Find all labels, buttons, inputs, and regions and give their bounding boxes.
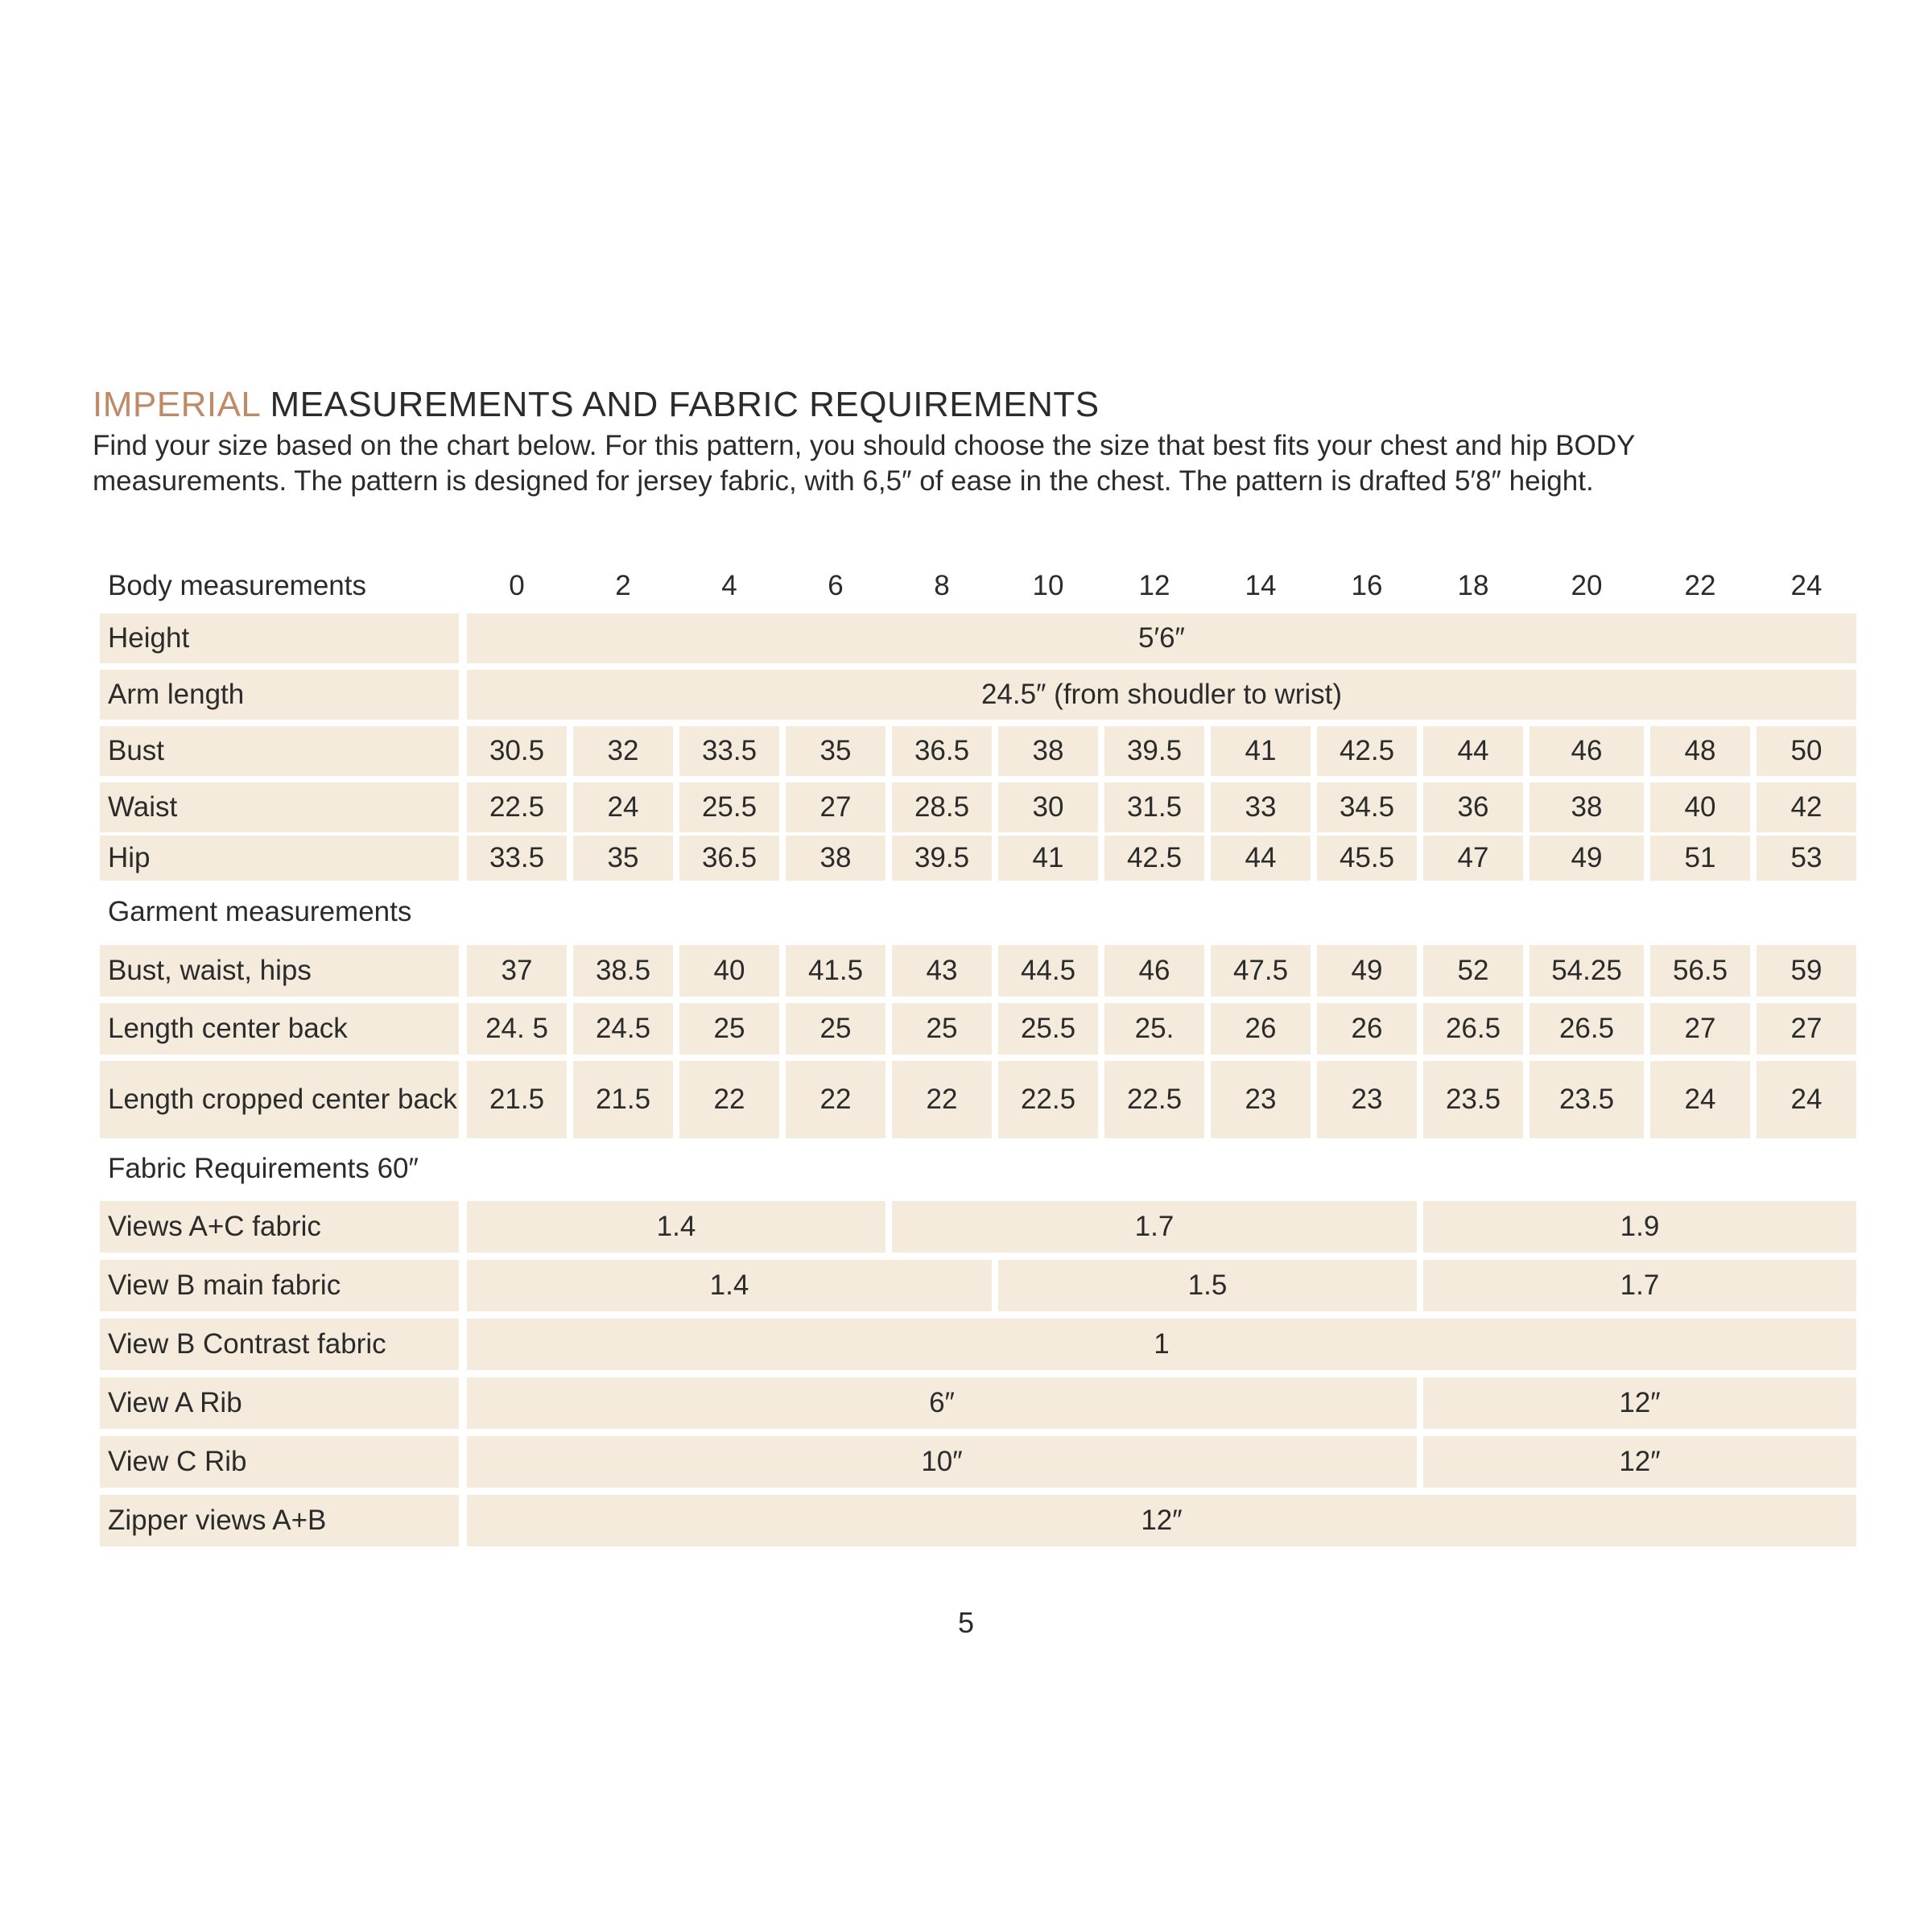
garment-value-cell: 52 bbox=[1423, 945, 1523, 997]
body-value-cell: 35 bbox=[573, 836, 673, 881]
garment-value-cell: 26 bbox=[1317, 1003, 1417, 1055]
intro-text bbox=[93, 428, 1864, 499]
arm-length-value: 24.5″ (from shoudler to wrist) bbox=[467, 670, 1856, 720]
size-header-24: 24 bbox=[1790, 569, 1823, 601]
size-header-4: 4 bbox=[721, 569, 737, 601]
body-value-cell: 36.5 bbox=[892, 726, 992, 776]
size-header-6: 6 bbox=[828, 569, 844, 601]
body-value-cell: 39.5 bbox=[1104, 726, 1204, 776]
garment-value-cell: 27 bbox=[1757, 1003, 1856, 1055]
body-value-cell: 44 bbox=[1423, 726, 1523, 776]
body-value-cell: 42.5 bbox=[1317, 726, 1417, 776]
body-value-cell: 36.5 bbox=[679, 836, 779, 881]
body-value-cell: 34.5 bbox=[1317, 782, 1417, 832]
garment-value-cell: 59 bbox=[1757, 945, 1856, 997]
row-label-fabric: View C Rib bbox=[100, 1436, 459, 1488]
body-value-cell: 33 bbox=[1211, 782, 1311, 832]
row-label-fabric: View B Contrast fabric bbox=[100, 1319, 459, 1370]
row-label-fabric: Zipper views A+B bbox=[100, 1495, 459, 1546]
page-number: 5 bbox=[957, 1606, 975, 1639]
body-value-cell: 36 bbox=[1423, 782, 1523, 832]
row-label-fabric: Views A+C fabric bbox=[100, 1201, 459, 1253]
body-value-cell: 33.5 bbox=[679, 726, 779, 776]
body-value-cell: 24 bbox=[573, 782, 673, 832]
fabric-value-span: 10″ bbox=[467, 1436, 1417, 1488]
body-value-cell: 42.5 bbox=[1104, 836, 1204, 881]
garment-value-cell: 44.5 bbox=[998, 945, 1098, 997]
fabric-value-span: 1.9 bbox=[1423, 1201, 1856, 1253]
body-value-cell: 31.5 bbox=[1104, 782, 1204, 832]
fabric-value-span: 1.4 bbox=[467, 1260, 992, 1311]
garment-value-cell: 22.5 bbox=[1104, 1061, 1204, 1138]
size-header-2: 2 bbox=[615, 569, 631, 601]
size-header-0: 0 bbox=[509, 569, 525, 601]
intro-line-2: measurements. The pattern is designed for jersey fabric, with 6,5″ of ease in the chest. The pattern is drafted 5′8″ height. bbox=[93, 465, 1594, 497]
garment-measurements-heading: Garment measurements bbox=[108, 895, 412, 927]
intro-line-1: Find your size based on the chart below. For this pattern, you should choose the size that best fits your chest and hip BODY bbox=[93, 430, 1636, 461]
garment-value-cell: 54.25 bbox=[1530, 945, 1644, 997]
garment-value-cell: 21.5 bbox=[573, 1061, 673, 1138]
size-header-14: 14 bbox=[1245, 569, 1277, 601]
garment-value-cell: 37 bbox=[467, 945, 567, 997]
garment-value-cell: 23 bbox=[1317, 1061, 1417, 1138]
body-value-cell: 35 bbox=[786, 726, 886, 776]
row-label-bust: Bust bbox=[100, 726, 459, 776]
garment-value-cell: 49 bbox=[1317, 945, 1417, 997]
garment-value-cell: 38.5 bbox=[573, 945, 673, 997]
size-header-12: 12 bbox=[1138, 569, 1170, 601]
garment-value-cell: 22 bbox=[679, 1061, 779, 1138]
body-value-cell: 51 bbox=[1650, 836, 1750, 881]
garment-value-cell: 25. bbox=[1104, 1003, 1204, 1055]
garment-value-cell: 22.5 bbox=[998, 1061, 1098, 1138]
fabric-value-span: 1 bbox=[467, 1319, 1856, 1370]
height-value: 5′6″ bbox=[467, 613, 1856, 663]
garment-value-cell: 27 bbox=[1650, 1003, 1750, 1055]
body-value-cell: 41 bbox=[1211, 726, 1311, 776]
garment-value-cell: 25 bbox=[786, 1003, 886, 1055]
size-table bbox=[100, 564, 1871, 1554]
size-header-16: 16 bbox=[1351, 569, 1383, 601]
body-value-cell: 22.5 bbox=[467, 782, 567, 832]
garment-value-cell: 25 bbox=[679, 1003, 779, 1055]
row-label-garment: Length center back bbox=[100, 1003, 459, 1055]
size-header-8: 8 bbox=[934, 569, 950, 601]
body-value-cell: 45.5 bbox=[1317, 836, 1417, 881]
garment-value-cell: 56.5 bbox=[1650, 945, 1750, 997]
row-label-garment: Bust, waist, hips bbox=[100, 945, 459, 997]
row-label-arm-length: Arm length bbox=[100, 670, 459, 720]
row-label-height: Height bbox=[100, 613, 459, 663]
garment-value-cell: 23.5 bbox=[1423, 1061, 1523, 1138]
garment-value-cell: 26 bbox=[1211, 1003, 1311, 1055]
garment-value-cell: 22 bbox=[786, 1061, 886, 1138]
body-value-cell: 47 bbox=[1423, 836, 1523, 881]
body-value-cell: 44 bbox=[1211, 836, 1311, 881]
size-header-20: 20 bbox=[1571, 569, 1603, 601]
garment-value-cell: 46 bbox=[1104, 945, 1204, 997]
fabric-value-span: 1.4 bbox=[467, 1201, 886, 1253]
fabric-value-span: 12″ bbox=[1423, 1377, 1856, 1429]
garment-value-cell: 24 bbox=[1757, 1061, 1856, 1138]
row-label-garment: Length cropped center back bbox=[100, 1061, 459, 1138]
body-value-cell: 30.5 bbox=[467, 726, 567, 776]
garment-value-cell: 47.5 bbox=[1211, 945, 1311, 997]
row-label-hip: Hip bbox=[100, 836, 459, 881]
body-value-cell: 38 bbox=[786, 836, 886, 881]
garment-value-cell: 21.5 bbox=[467, 1061, 567, 1138]
body-value-cell: 32 bbox=[573, 726, 673, 776]
garment-value-cell: 25.5 bbox=[998, 1003, 1098, 1055]
body-value-cell: 48 bbox=[1650, 726, 1750, 776]
size-header-10: 10 bbox=[1032, 569, 1064, 601]
page-heading bbox=[93, 385, 1100, 425]
body-value-cell: 33.5 bbox=[467, 836, 567, 881]
body-value-cell: 46 bbox=[1530, 726, 1644, 776]
body-measurements-heading: Body measurements bbox=[108, 569, 366, 601]
garment-value-cell: 40 bbox=[679, 945, 779, 997]
row-label-waist: Waist bbox=[100, 782, 459, 832]
fabric-value-span: 6″ bbox=[467, 1377, 1417, 1429]
body-value-cell: 28.5 bbox=[892, 782, 992, 832]
garment-value-cell: 43 bbox=[892, 945, 992, 997]
body-value-cell: 40 bbox=[1650, 782, 1750, 832]
body-value-cell: 50 bbox=[1757, 726, 1856, 776]
body-value-cell: 38 bbox=[1530, 782, 1644, 832]
body-value-cell: 27 bbox=[786, 782, 886, 832]
garment-value-cell: 23 bbox=[1211, 1061, 1311, 1138]
row-label-fabric: View B main fabric bbox=[100, 1260, 459, 1311]
body-value-cell: 38 bbox=[998, 726, 1098, 776]
fabric-value-span: 12″ bbox=[467, 1495, 1856, 1546]
garment-value-cell: 41.5 bbox=[786, 945, 886, 997]
size-header-22: 22 bbox=[1684, 569, 1716, 601]
body-value-cell: 41 bbox=[998, 836, 1098, 881]
body-value-cell: 49 bbox=[1530, 836, 1644, 881]
garment-value-cell: 23.5 bbox=[1530, 1061, 1644, 1138]
fabric-value-span: 12″ bbox=[1423, 1436, 1856, 1488]
garment-value-cell: 24. 5 bbox=[467, 1003, 567, 1055]
garment-value-cell: 26.5 bbox=[1423, 1003, 1523, 1055]
body-value-cell: 25.5 bbox=[679, 782, 779, 832]
body-value-cell: 30 bbox=[998, 782, 1098, 832]
fabric-value-span: 1.5 bbox=[998, 1260, 1417, 1311]
garment-value-cell: 25 bbox=[892, 1003, 992, 1055]
fabric-value-span: 1.7 bbox=[1423, 1260, 1856, 1311]
garment-value-cell: 26.5 bbox=[1530, 1003, 1644, 1055]
body-value-cell: 42 bbox=[1757, 782, 1856, 832]
fabric-requirements-heading: Fabric Requirements 60″ bbox=[108, 1152, 419, 1184]
garment-value-cell: 24 bbox=[1650, 1061, 1750, 1138]
size-header-18: 18 bbox=[1457, 569, 1489, 601]
heading-rest: MEASUREMENTS AND FABRIC REQUIREMENTS bbox=[259, 385, 1100, 424]
body-value-cell: 39.5 bbox=[892, 836, 992, 881]
heading-accent: IMPERIAL bbox=[93, 385, 260, 424]
fabric-value-span: 1.7 bbox=[892, 1201, 1417, 1253]
row-label-fabric: View A Rib bbox=[100, 1377, 459, 1429]
garment-value-cell: 24.5 bbox=[573, 1003, 673, 1055]
body-value-cell: 53 bbox=[1757, 836, 1856, 881]
garment-value-cell: 22 bbox=[892, 1061, 992, 1138]
